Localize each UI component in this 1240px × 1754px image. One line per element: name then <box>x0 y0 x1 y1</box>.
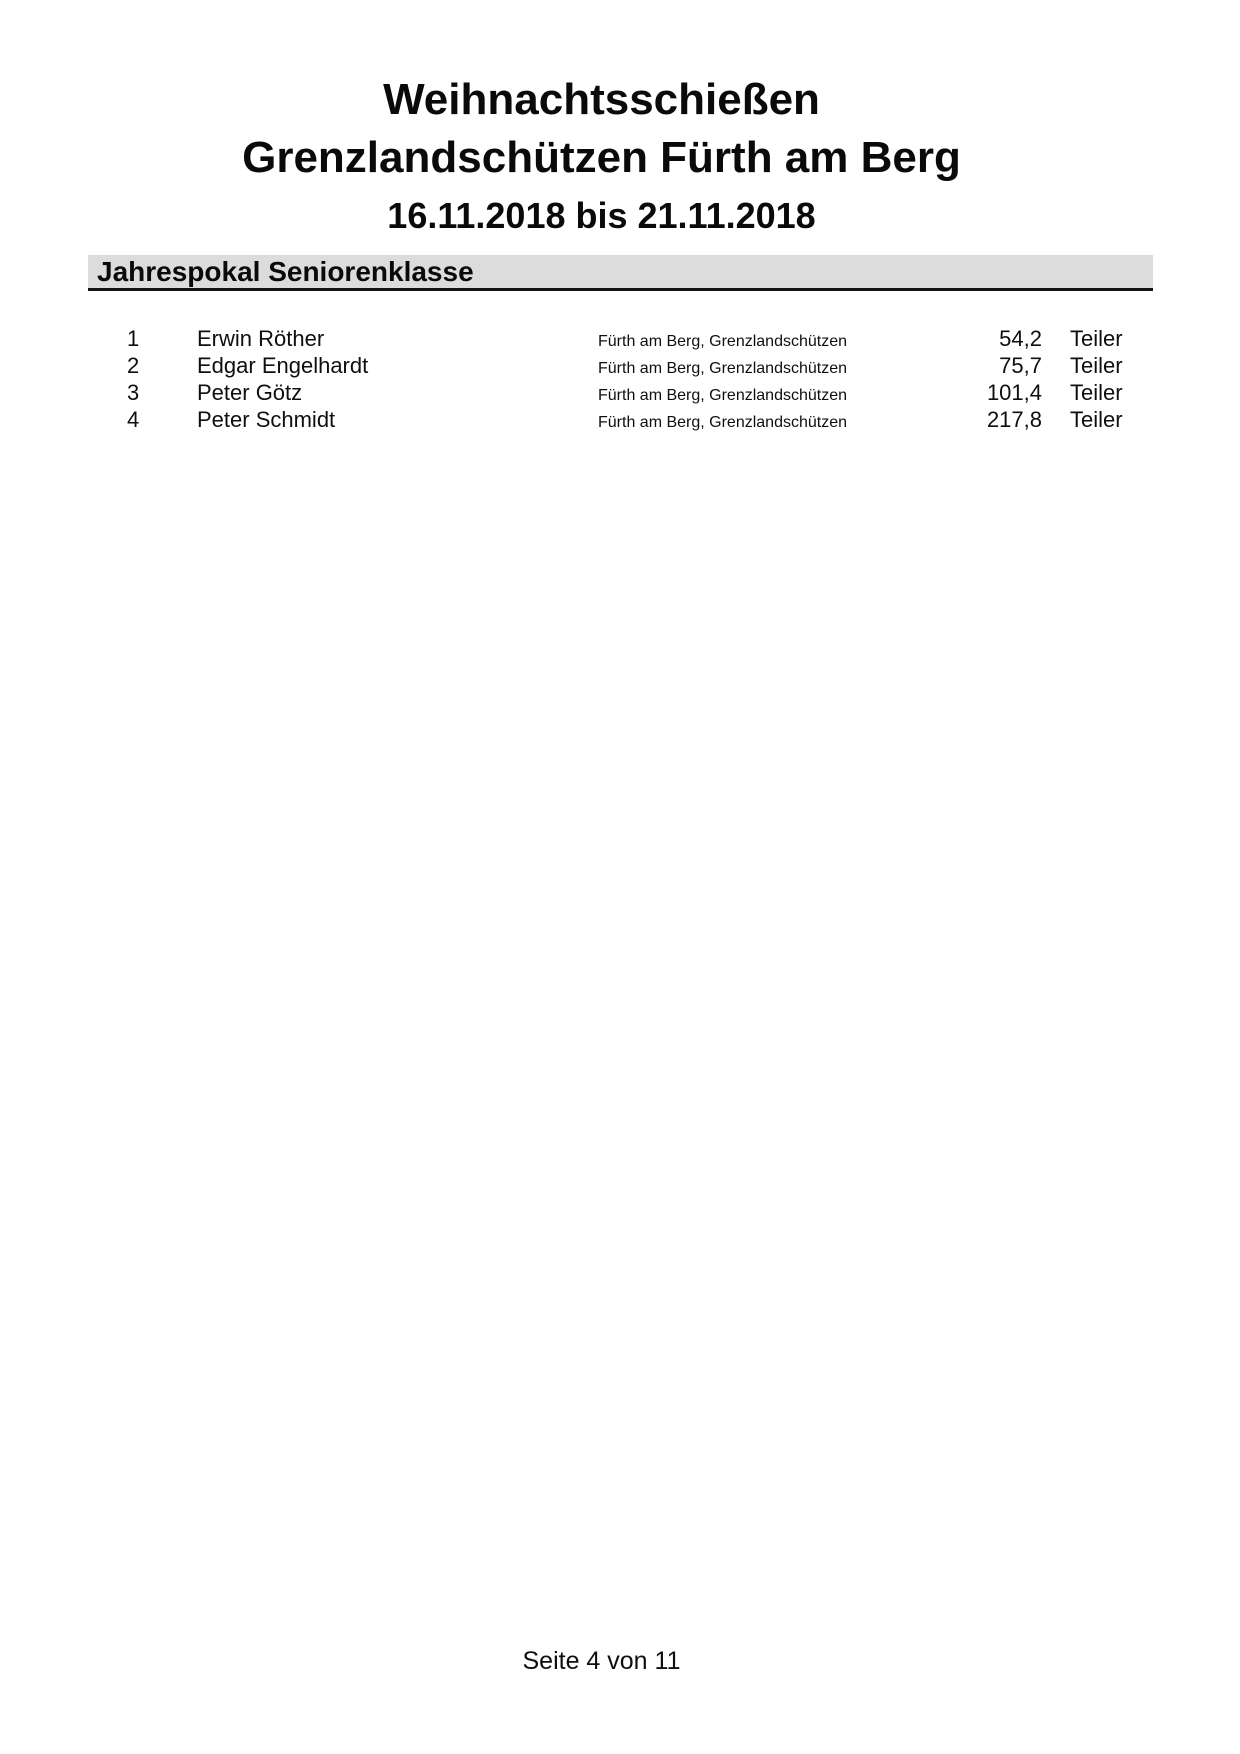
table-row <box>88 352 1153 379</box>
rank-cell: 1 <box>127 326 140 351</box>
score-cell: 217,8 <box>986 407 1042 432</box>
rank-cell: 2 <box>127 353 140 378</box>
name-cell: Peter Götz <box>197 380 303 405</box>
table-row <box>88 325 1153 352</box>
score-cell: 75,7 <box>999 353 1042 378</box>
table-row <box>88 406 1153 433</box>
club-cell: Fürth am Berg, Grenzlandschützen <box>598 387 848 404</box>
club-cell: Fürth am Berg, Grenzlandschützen <box>598 333 848 350</box>
document-title: Weihnachtsschießen <box>383 75 820 124</box>
club-title: Grenzlandschützen Fürth am Berg <box>242 133 961 182</box>
table-row <box>88 379 1153 406</box>
page-number-footer: Seite 4 von 11 <box>522 1647 681 1675</box>
score-cell: 54,2 <box>999 326 1042 351</box>
unit-cell: Teiler <box>1070 326 1123 351</box>
score-cell: 101,4 <box>986 380 1042 405</box>
club-cell: Fürth am Berg, Grenzlandschützen <box>598 360 848 377</box>
name-cell: Edgar Engelhardt <box>197 353 369 378</box>
unit-cell: Teiler <box>1070 407 1123 432</box>
unit-cell: Teiler <box>1070 353 1123 378</box>
section-header-bar <box>88 255 1153 291</box>
name-cell: Erwin Röther <box>197 326 325 351</box>
date-range: 16.11.2018 bis 21.11.2018 <box>387 195 816 236</box>
unit-cell: Teiler <box>1070 380 1123 405</box>
club-cell: Fürth am Berg, Grenzlandschützen <box>598 414 848 431</box>
rank-cell: 3 <box>127 380 140 405</box>
results-table <box>88 325 1153 433</box>
rank-cell: 4 <box>127 407 140 432</box>
section-title: Jahrespokal Seniorenklasse <box>97 255 474 287</box>
name-cell: Peter Schmidt <box>197 407 336 432</box>
